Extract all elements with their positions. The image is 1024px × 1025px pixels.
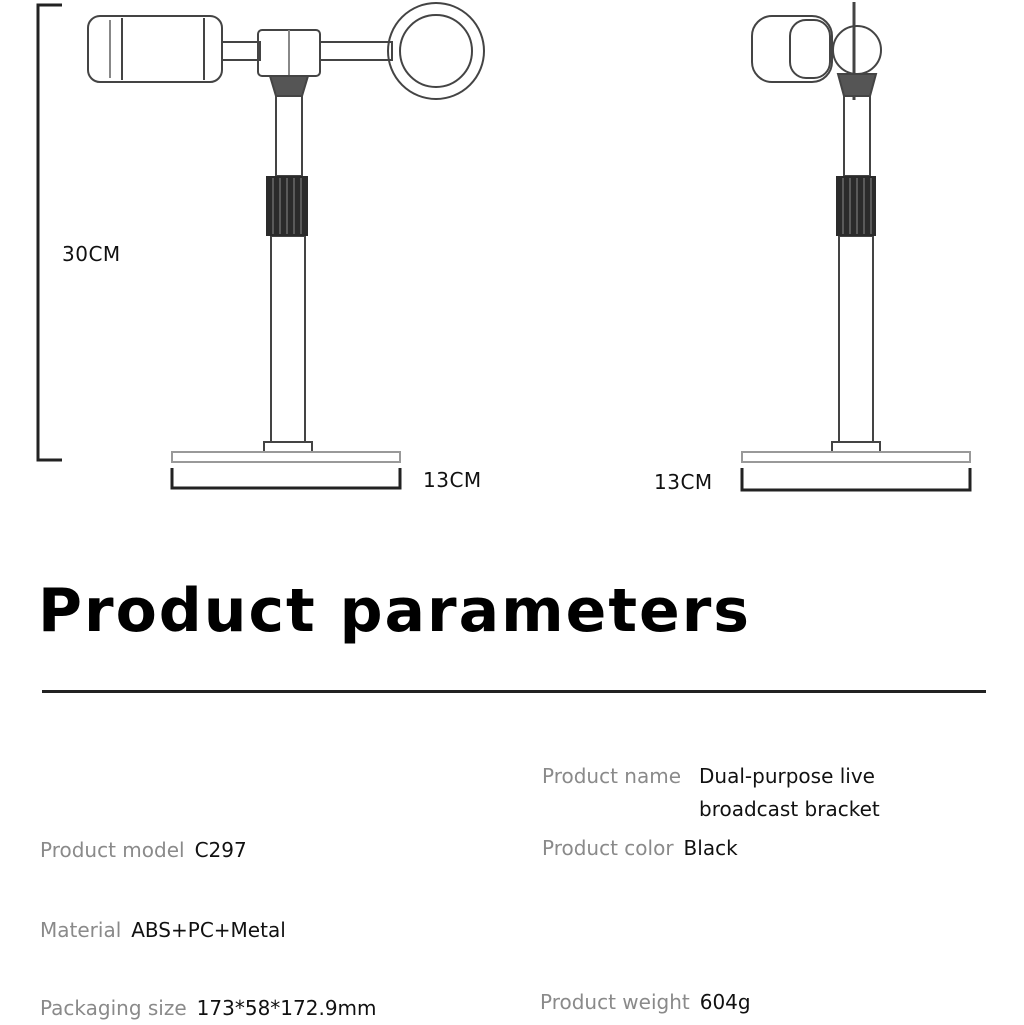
height-dimension-label: 30CM (62, 242, 121, 266)
param-label: Product color (542, 836, 674, 860)
phone-clamp-side (752, 16, 832, 82)
phone-clamp-front (88, 16, 222, 82)
param-packaging-size (40, 992, 377, 1025)
ring-light-front (388, 3, 484, 99)
param-product-name (542, 760, 929, 826)
param-material (40, 914, 286, 947)
param-value: 173*58*172.9mm (196, 996, 377, 1020)
param-value: 604g (699, 990, 751, 1014)
param-label: Packaging size (40, 996, 187, 1020)
page-title: Product parameters (38, 576, 751, 646)
param-product-model (40, 834, 247, 867)
adjustment-collar-front (266, 176, 308, 236)
param-value: Dual-purpose live broadcast bracket (699, 764, 880, 821)
param-label: Product name (542, 764, 682, 788)
param-value: ABS+PC+Metal (131, 918, 286, 942)
base-width-front-label: 13CM (423, 468, 482, 492)
adjustment-collar-side (836, 176, 876, 236)
param-label: Product model (40, 838, 185, 862)
param-product-weight (540, 986, 751, 1019)
base-width-side-label: 13CM (654, 470, 713, 494)
param-product-color (542, 832, 738, 865)
param-value: Black (683, 836, 738, 860)
divider (42, 690, 986, 693)
param-value: C297 (194, 838, 247, 862)
param-label: Product weight (540, 990, 690, 1014)
param-label: Material (40, 918, 122, 942)
